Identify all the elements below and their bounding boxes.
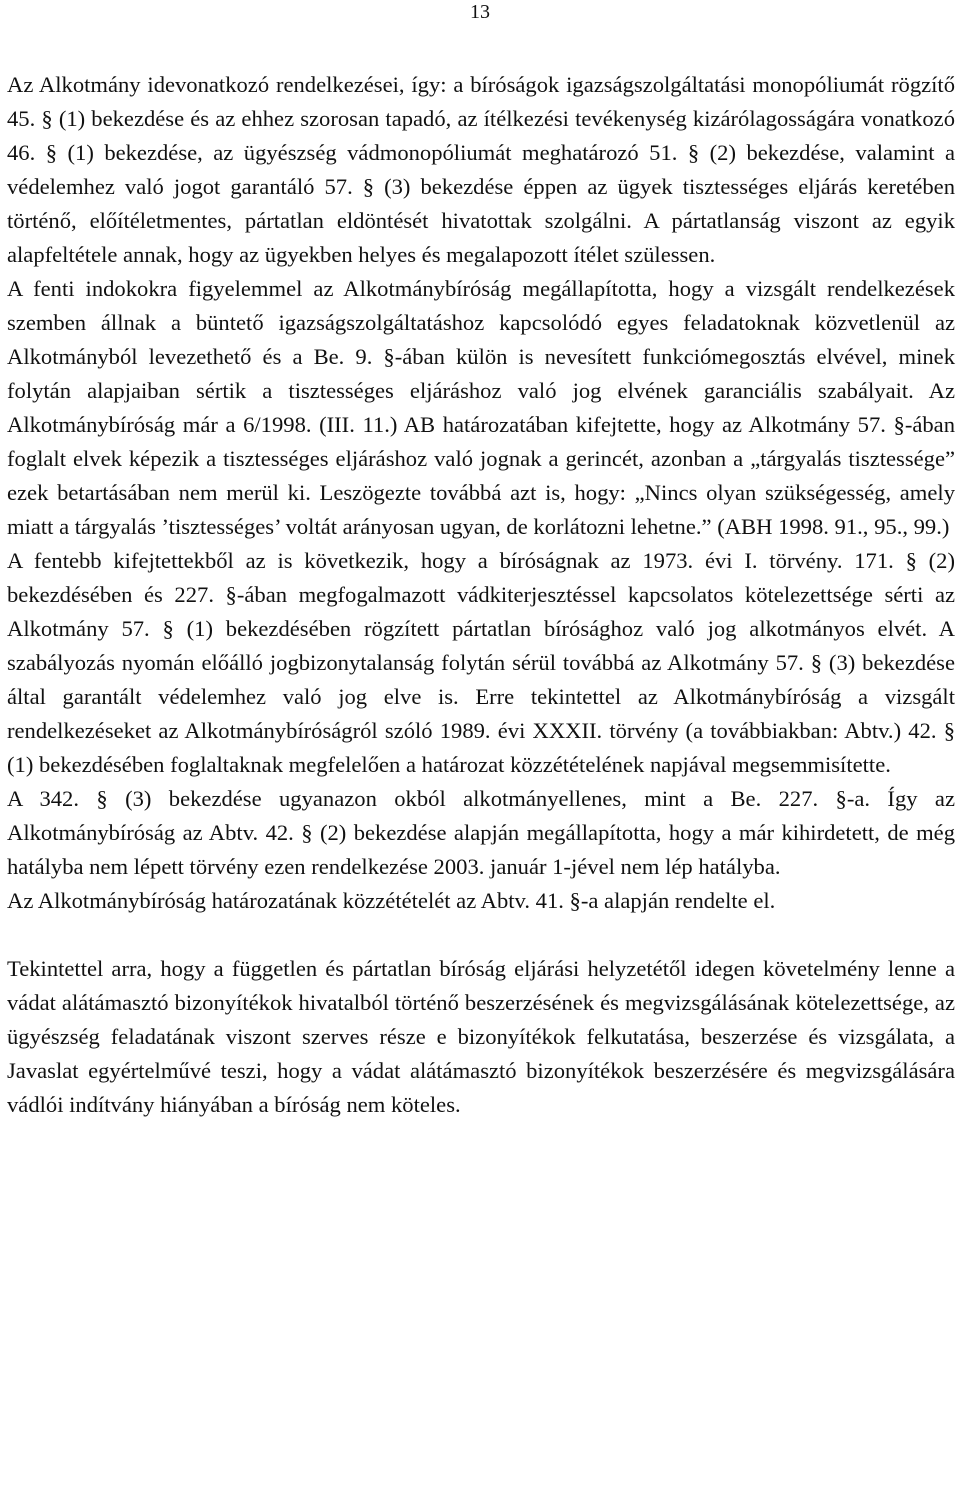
document-body	[7, 68, 955, 1122]
paragraph-6: Tekintettel arra, hogy a független és pártatlan bíróság eljárási helyzetétől idegen követelmény lenne a vádat alátámasztó bizonyítékok hivatalból történő beszerzésének és megvizsgálásának kötelezettsége, az ügyészség feladatának viszont szerves része e bizonyítékok felkutatása, beszerzése és vizsgálata, a Javaslat egyértelművé teszi, hogy a vádat alátámasztó bizonyítékok beszerzésére és megvizsgálására vádlói indítvány hiányában a bíróság nem köteles.	[7, 956, 955, 1117]
paragraph-1: Az Alkotmány idevonatkozó rendelkezései, így: a bíróságok igazságszolgáltatási monopóliumát rögzítő 45. § (1) bekezdése és az ehhez szorosan tapadó, az ítélkezési tevékenység kizárólagosságára vonatkozó 46. § (1) bekezdése, az ügyészség vádmonopóliumát meghatározó 51. § (2) bekezdése, valamint a védelemhez való jogot garantáló 57. § (3) bekezdése éppen az ügyek tisztességes eljárás keretében történő, előítéletmentes, pártatlan eldöntését hivatottak szolgálni. A pártatlanság viszont az egyik alapfeltétele annak, hogy az ügyekben helyes és megalapozott ítélet szülessen.	[7, 72, 955, 267]
paragraph-3: A fentebb kifejtettekből az is következik, hogy a bíróságnak az 1973. évi I. törvény. 171. § (2) bekezdésében és 227. §-ában megfogalmazott vádkiterjesztéssel kapcsolatos kötelezettsége sérti az Alkotmány 57. § (1) bekezdésében rögzített pártatlan bírósághoz való jog alkotmányos elvét. A szabályozás nyomán előálló jogbizonytalanság folytán sérül továbbá az Alkotmány 57. § (3) bekezdése által garantált védelemhez való jog elve is. Erre tekintettel az Alkotmánybíróság a vizsgált rendelkezéseket az Alkotmánybíróságról szóló 1989. évi XXXII. törvény (a továbbiakban: Abtv.) 42. § (1) bekezdésében foglaltaknak megfelelően a határozat közzétételének napjával megsemmisítette.	[7, 548, 955, 777]
paragraph-4: A 342. § (3) bekezdése ugyanazon okból alkotmányellenes, mint a Be. 227. §-a. Így az Alkotmánybíróság az Abtv. 42. § (2) bekezdése alapján megállapította, hogy a már kihirdetett, de még hatályba nem lépett törvény ezen rendelkezése 2003. január 1-jével nem lép hatályba.	[7, 786, 955, 879]
paragraph-2: A fenti indokokra figyelemmel az Alkotmánybíróság megállapította, hogy a vizsgált rendelkezések szemben állnak a büntető igazságszolgáltatáshoz kapcsolódó egyes feladatoknak közvetlenül az Alkotmányból levezethető és a Be. 9. §-ában külön is nevesített funkciómegosztás elvével, minek folytán alapjaiban sértik a tisztességes eljáráshoz való jog elvének garanciális szabályait. Az Alkotmánybíróság már a 6/1998. (III. 11.) AB határozatában kifejtette, hogy az Alkotmány 57. §-ában foglalt elvek képezik a tisztességes eljáráshoz való jognak a gerincét, azonban a „tárgyalás tisztessége” ezek betartásában nem merül ki. Leszögezte továbbá azt is, hogy: „Nincs olyan szükségesség, amely miatt a tárgyalás ’tisztességes’ voltát arányosan ugyan, de korlátozni lehetne.” (ABH 1998. 91., 95., 99.)	[7, 276, 955, 539]
paragraph-5: Az Alkotmánybíróság határozatának közzétételét az Abtv. 41. §-a alapján rendelte el.	[7, 888, 776, 913]
page-number: 13	[470, 1, 490, 23]
